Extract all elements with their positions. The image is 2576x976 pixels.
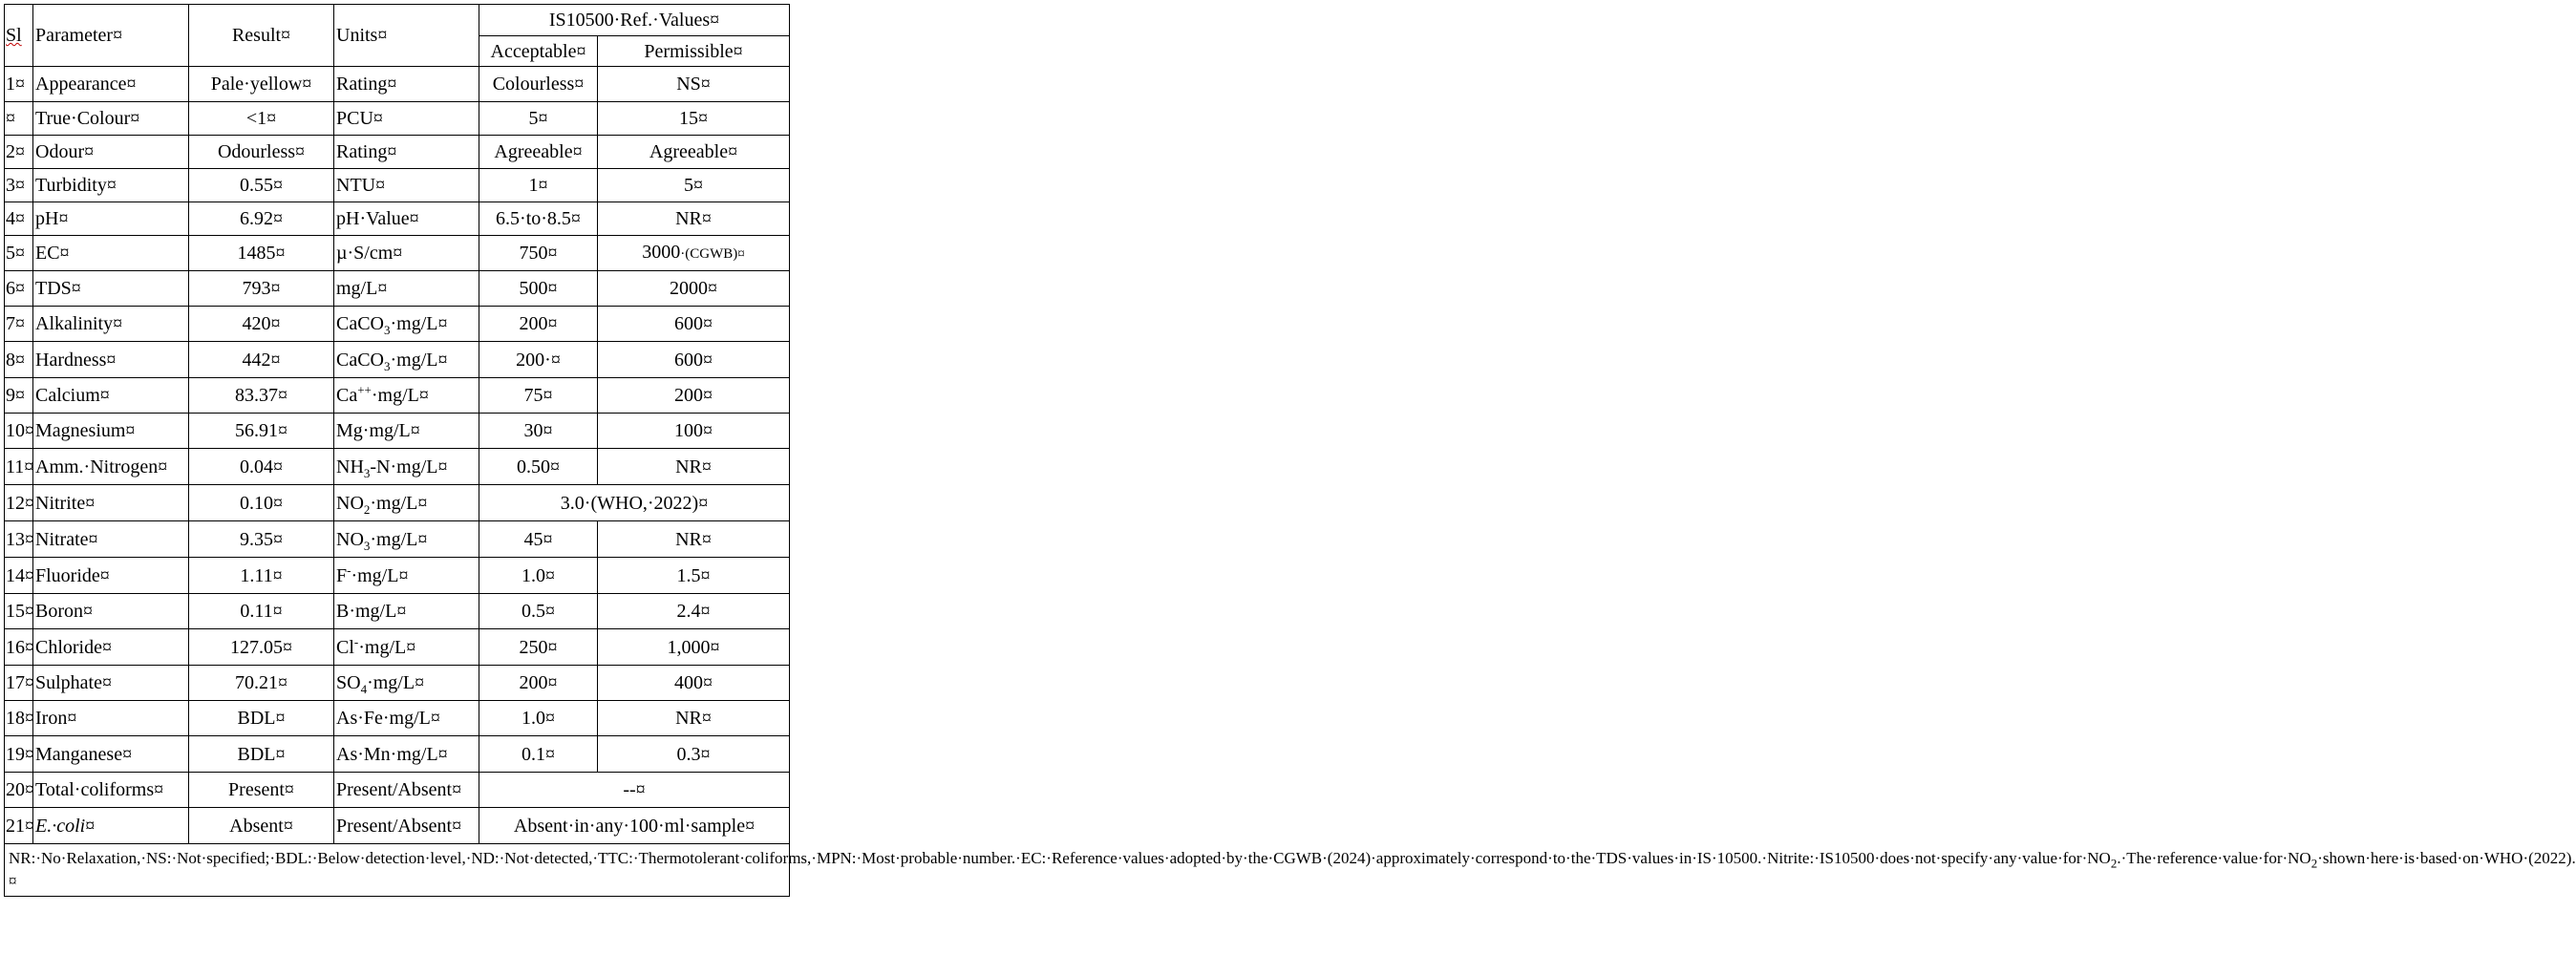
cell-ref-merged: --¤ [479,773,790,808]
cell-permissible: NR¤ [598,701,790,736]
cell-acceptable: 200¤ [479,307,598,342]
cell-parameter: Fluoride¤ [33,558,189,594]
table-row [5,342,790,378]
cell-result: 83.37¤ [189,378,334,414]
cell-sl: 7¤ [5,307,33,342]
cell-result: 442¤ [189,342,334,378]
cell-result: Pale·yellow¤ [189,67,334,102]
water-quality-table [4,4,2576,897]
header-row [5,5,790,36]
cell-permissible: 600¤ [598,342,790,378]
cell-units: Rating¤ [334,67,479,102]
permissible-note: ·(CGWB)¤ [680,246,745,262]
table-row [5,202,790,236]
cell-acceptable: 250¤ [479,629,598,666]
cell-parameter: Amm.·Nitrogen¤ [33,449,189,485]
cell-sl: 19¤ [5,736,33,773]
cell-permissible: 1.5¤ [598,558,790,594]
cell-units: B·mg/L¤ [334,594,479,629]
cell-parameter: E.·coli¤ [33,808,189,844]
cell-result: 0.55¤ [189,169,334,202]
cell-sl: 18¤ [5,701,33,736]
cell-sl: 6¤ [5,271,33,307]
cell-parameter: Appearance¤ [33,67,189,102]
cell-result: 420¤ [189,307,334,342]
cell-sl: 2¤ [5,136,33,169]
cell-sl: 10¤ [5,414,33,449]
cell-acceptable: 750¤ [479,236,598,271]
cell-units: PCU¤ [334,102,479,136]
table-row [5,236,790,271]
cell-parameter: Nitrite¤ [33,485,189,521]
cell-result: 1.11¤ [189,558,334,594]
cell-permissible: NS¤ [598,67,790,102]
table-body [5,5,2576,897]
cell-acceptable: 45¤ [479,521,598,558]
cell-permissible: 1,000¤ [598,629,790,666]
cell-result: 6.92¤ [189,202,334,236]
footnote-row [5,844,790,897]
table-row [5,136,790,169]
table-row [5,307,790,342]
cell-acceptable: 200·¤ [479,342,598,378]
cell-units: $NO_2\cdot mg/L¤$ [334,485,479,521]
table-row [5,666,790,701]
cell-permissible: 2000¤ [598,271,790,307]
cell-parameter: Calcium¤ [33,378,189,414]
table-row [5,169,790,202]
header-units: Units¤ [334,5,479,67]
table-row [5,378,790,414]
cell-parameter: Magnesium¤ [33,414,189,449]
cell-units: Mg·mg/L¤ [334,414,479,449]
header-ref-values: IS10500·Ref.·Values¤ [479,5,790,36]
table-row [5,521,790,558]
cell-permissible: NR¤ [598,202,790,236]
cell-permissible: 200¤ [598,378,790,414]
cell-units: µ·S/cm¤ [334,236,479,271]
cell-acceptable: 0.50¤ [479,449,598,485]
cell-units: NTU¤ [334,169,479,202]
cell-units: Ca++·mg/L¤ [334,378,479,414]
cell-sl: 9¤ [5,378,33,414]
cell-permissible: 3000·(CGWB)¤ [598,236,790,271]
cell-result: Absent¤ [189,808,334,844]
cell-sl: 20¤ [5,773,33,808]
header-parameter: Parameter¤ [33,5,189,67]
cell-parameter: Alkalinity¤ [33,307,189,342]
cell-acceptable: 75¤ [479,378,598,414]
cell-acceptable: Agreeable¤ [479,136,598,169]
cell-sl: 1¤ [5,67,33,102]
cell-permissible: 5¤ [598,169,790,202]
table-row [5,102,790,136]
cell-units: Present/Absent¤ [334,773,479,808]
cell-result: BDL¤ [189,701,334,736]
cell-parameter: TDS¤ [33,271,189,307]
table-row [5,449,790,485]
table-row [5,773,790,808]
cell-result: 1485¤ [189,236,334,271]
table-row [5,736,790,773]
cell-result: 56.91¤ [189,414,334,449]
footnote: NR:·No·Relaxation,·NS:·Not·specified;·BDL:·Below·detection·level,·ND:·Not·detected,·TTC:·Thermotolerant·coliforms,·MPN:·Most·probable·number.·EC:·Reference·values·adopted·by·the·CGWB·(2024)·approximately·correspond·to·the·TDS·values·in·IS·1$0500.\cdot Nitrite:\cdot IS10500\cdot does\cdot not\cdot specify\cdot any\cdot value\cdot for\cdot NO_2.\cdot The\cdot reference\cdot value\cdot for\cdot NO_2\cdot shown\cdot here\cdot is\cdot based\cdot on\cdot WHO\cdot(2022)$.¤ [5,844,790,897]
cell-units: $SO_4\cdot mg/L¤$ [334,666,479,701]
cell-units: pH·Value¤ [334,202,479,236]
header-acceptable: Acceptable¤ [479,36,598,67]
cell-result: 0.04¤ [189,449,334,485]
cell-acceptable: 1.0¤ [479,558,598,594]
cell-permissible: 400¤ [598,666,790,701]
cell-parameter: Turbidity¤ [33,169,189,202]
cell-result: 70.21¤ [189,666,334,701]
cell-permissible: 2.4¤ [598,594,790,629]
cell-parameter: Manganese¤ [33,736,189,773]
cell-permissible: Agreeable¤ [598,136,790,169]
header-result: Result¤ [189,5,334,67]
header-sl: Sl [5,5,33,67]
cell-permissible: NR¤ [598,449,790,485]
table-row [5,67,790,102]
cell-permissible: 15¤ [598,102,790,136]
cell-acceptable: 5¤ [479,102,598,136]
table-row [5,414,790,449]
cell-acceptable: 6.5·to·8.5¤ [479,202,598,236]
cell-sl: 5¤ [5,236,33,271]
table-row [5,808,790,844]
cell-sl: 21¤ [5,808,33,844]
cell-units: As·Fe·mg/L¤ [334,701,479,736]
cell-result: Present¤ [189,773,334,808]
cell-permissible: 600¤ [598,307,790,342]
cell-acceptable: 200¤ [479,666,598,701]
cell-parameter: Boron¤ [33,594,189,629]
cell-result: Odourless¤ [189,136,334,169]
cell-units: CaCO$_3$·mg/L¤ [334,342,479,378]
cell-sl: 17¤ [5,666,33,701]
cell-acceptable: 1¤ [479,169,598,202]
cell-ref-merged: Absent·in·any·100·ml·sample¤ [479,808,790,844]
cell-acceptable: 0.5¤ [479,594,598,629]
cell-result: 793¤ [189,271,334,307]
table-row [5,558,790,594]
cell-parameter: Odour¤ [33,136,189,169]
cell-sl: 3¤ [5,169,33,202]
cell-parameter: Nitrate¤ [33,521,189,558]
cell-sl: 12¤ [5,485,33,521]
cell-parameter: EC¤ [33,236,189,271]
cell-sl: 15¤ [5,594,33,629]
cell-result: 0.10¤ [189,485,334,521]
cell-parameter: Iron¤ [33,701,189,736]
table-row [5,594,790,629]
cell-permissible: 0.3¤ [598,736,790,773]
cell-parameter: Chloride¤ [33,629,189,666]
table-row [5,271,790,307]
table-row [5,629,790,666]
cell-acceptable: Colourless¤ [479,67,598,102]
cell-units: $NO_3\cdot mg/L¤$ [334,521,479,558]
cell-acceptable: 30¤ [479,414,598,449]
cell-units: mg/L¤ [334,271,479,307]
cell-sl: 4¤ [5,202,33,236]
cell-units: Cl-·mg/L¤ [334,629,479,666]
cell-parameter: pH¤ [33,202,189,236]
table-row [5,701,790,736]
cell-units: F-·mg/L¤ [334,558,479,594]
cell-sl: 8¤ [5,342,33,378]
cell-parameter: Sulphate¤ [33,666,189,701]
cell-units: CaCO$_3$·mg/L¤ [334,307,479,342]
cell-units: $NH_3-N\cdot mg/L¤$ [334,449,479,485]
cell-result: 0.11¤ [189,594,334,629]
cell-parameter: Hardness¤ [33,342,189,378]
cell-acceptable: 0.1¤ [479,736,598,773]
cell-sl: 14¤ [5,558,33,594]
cell-parameter: True·Colour¤ [33,102,189,136]
cell-sl: ¤ [5,102,33,136]
cell-parameter: Total·coliforms¤ [33,773,189,808]
cell-result: 9.35¤ [189,521,334,558]
cell-units: As·Mn·mg/L¤ [334,736,479,773]
cell-permissible: NR¤ [598,521,790,558]
cell-ref-merged: 3.0·(WHO,·2022)¤ [479,485,790,521]
cell-result: <1¤ [189,102,334,136]
header-permissible: Permissible¤ [598,36,790,67]
table-row [5,485,790,521]
cell-acceptable: 1.0¤ [479,701,598,736]
cell-sl: 16¤ [5,629,33,666]
cell-sl: 13¤ [5,521,33,558]
cell-result: 127.05¤ [189,629,334,666]
cell-units: Present/Absent¤ [334,808,479,844]
cell-permissible: 100¤ [598,414,790,449]
cell-result: BDL¤ [189,736,334,773]
cell-acceptable: 500¤ [479,271,598,307]
cell-sl: 11¤ [5,449,33,485]
cell-units: Rating¤ [334,136,479,169]
